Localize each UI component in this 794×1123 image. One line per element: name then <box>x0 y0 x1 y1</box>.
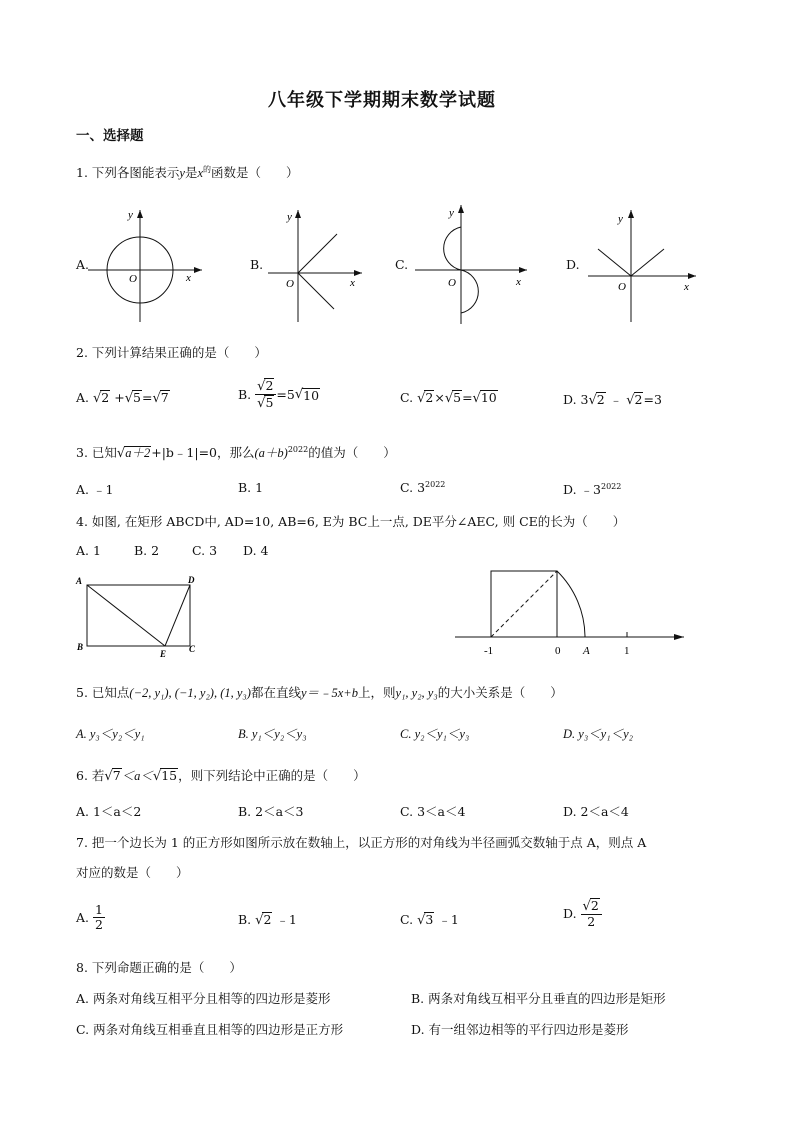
q3-c-exp: 2022 <box>425 480 446 489</box>
q8-option-a: A. 两条对角线互相平分且相等的四边形是菱形 <box>76 991 331 1006</box>
q7-nl-minus-one: -1 <box>484 645 494 657</box>
q1-mid: 是 <box>184 165 198 180</box>
q2-d-op: ﹣ <box>609 392 623 407</box>
q8-option-b: B. 两条对角线互相平分且垂直的四边形是矩形 <box>411 991 666 1006</box>
q2-d-rad1: 2 <box>596 392 605 407</box>
q2-b-rad: 10 <box>303 387 320 403</box>
q2-c-rad3: 10 <box>480 390 497 405</box>
q3-tail: 的值为（ ） <box>308 445 396 460</box>
question-2-stem: 2. 下列计算结果正确的是（ ） <box>76 345 267 360</box>
q1c-x-label: x <box>516 276 521 288</box>
q1-option-c-label: C. <box>395 257 409 272</box>
q3-option-a: A. ﹣1 <box>76 482 114 497</box>
q5-option-c: C. y₂＜y₁＜y₃ <box>400 727 470 741</box>
q5-stem-text: 5. 已知点 <box>76 685 130 700</box>
q6-rad1: 7 <box>112 768 121 783</box>
q2-b-label: B. <box>238 387 252 402</box>
q1c-origin-label: O <box>448 277 456 289</box>
q4-label-c: C <box>189 644 196 654</box>
q5-points: (−2, y₁), (−1, y₂), (1, y₃) <box>129 686 251 700</box>
question-7-line2: 对应的数是（ ） <box>76 865 189 880</box>
q3-mid: +|b﹣1|=0，那么 <box>151 445 255 460</box>
question-7-line1: 7. 把一个边长为 1 的正方形如图所示放在数轴上，以正方形的对角线为半径画弧交数轴于点 A，则点 A <box>76 835 647 850</box>
q3-option-b: B. 1 <box>238 480 264 495</box>
q5-option-b: B. y₁＜y₂＜y₃ <box>238 727 307 741</box>
q7-b-tail: ﹣1 <box>276 912 297 927</box>
q2-option-c: C. √2×√5=√10 <box>400 390 497 406</box>
q7-c-label: C. <box>400 912 414 927</box>
q1b-origin-label: O <box>286 278 294 290</box>
q7-option-a <box>76 903 105 932</box>
q1-var-x: x <box>197 166 204 180</box>
question-8-stem: 8. 下列命题正确的是（ ） <box>76 960 242 975</box>
q7-c-tail: ﹣1 <box>438 912 459 927</box>
q1-option-a-label: A. <box>76 257 90 272</box>
q2-a-eq: = <box>141 390 153 405</box>
q4-label-a: A <box>76 576 83 586</box>
q4-label-e: E <box>160 649 167 659</box>
q1-option-b-label: B. <box>250 257 264 272</box>
q7-c-rad: 3 <box>425 912 434 927</box>
q3-exp: 2022 <box>287 444 309 454</box>
q3-d-exp: 2022 <box>600 481 622 491</box>
q2-option-d: D. 3√2 ﹣ √2=3 <box>563 392 662 408</box>
question-3-stem: 3. 已知√a＋2+|b﹣1|=0，那么$(a+b)^{2022}$的值为（ ） <box>76 444 396 461</box>
q2-a-rad2: 5 <box>133 390 141 405</box>
q2-d-label: D. 3 <box>563 392 589 407</box>
page-title: 八年级下学期期末数学试题 <box>268 90 496 111</box>
q2-option-a: A. √2 +√5=√7 <box>76 390 169 406</box>
q3-c-base: C. 3 <box>400 480 426 496</box>
question-6-stem: 6. 若√7＜a＜√15，则下列结论中正确的是（ ） <box>76 768 366 784</box>
q6-tail: ，则下列结论中正确的是（ ） <box>178 768 366 783</box>
q1a-y-label: y <box>128 209 133 221</box>
q1-option-d-label: D. <box>566 257 580 272</box>
q5-option-d: D. y₃＜y₁＜y₂ <box>563 727 633 741</box>
q5-tail2: 的大小关系是（ ） <box>437 685 563 700</box>
q5-tail: 上，则 <box>358 685 396 700</box>
q1d-x-label: x <box>684 281 689 293</box>
q1-tail: 函数是（ ） <box>211 165 299 180</box>
q1d-y-label: y <box>618 213 623 225</box>
q2-b-num: 2 <box>265 378 274 393</box>
q2-d-rad2: 2 <box>634 392 643 407</box>
q2-b-eq: =5 <box>276 387 295 402</box>
q4-option-b: B. 2 <box>134 543 160 558</box>
q4-option-a: A. 1 <box>76 543 101 558</box>
q7-nl-a: A <box>583 645 590 657</box>
q6-option-a: A. 1＜a＜2 <box>76 804 142 819</box>
q7-nl-zero: 0 <box>555 645 561 657</box>
q2-a-op: + <box>114 390 125 405</box>
question-4-stem: 4. 如图, 在矩形 ABCD中, AD=10, AB=6, E为 BC上一点, DE平分∠AEC, 则 CE的长为（ ） <box>76 514 626 529</box>
q2-b-den: 5 <box>265 395 274 410</box>
q6-stem-text: 6. 若 <box>76 768 105 783</box>
q7-a-num: 1 <box>95 902 103 917</box>
q4-label-b: B <box>77 642 84 652</box>
q7-d-den: 2 <box>587 914 596 929</box>
q6-option-b: B. 2＜a＜3 <box>238 804 304 819</box>
question-5-stem <box>76 683 563 701</box>
q3-d-base: D. ﹣3 <box>563 482 601 497</box>
q7-d-num: 2 <box>590 898 599 913</box>
q6-mid: ＜a＜ <box>121 769 153 783</box>
section-heading: 一、选择题 <box>76 128 144 144</box>
q1a-x-label: x <box>186 272 191 284</box>
q3-stem-text: 3. 已知 <box>76 445 117 460</box>
q7-a-label: A. <box>76 910 90 925</box>
q7-a-den: 2 <box>95 917 103 932</box>
q1-var-y: y <box>179 166 185 180</box>
q8-option-c: C. 两条对角线互相垂直且相等的四边形是正方形 <box>76 1022 344 1037</box>
q7-nl-one: 1 <box>624 645 630 657</box>
q2-d-eq: =3 <box>643 392 662 407</box>
q6-option-c: C. 3＜a＜4 <box>400 804 466 819</box>
q7-d-label: D. <box>563 906 577 921</box>
q1c-y-label: y <box>449 207 454 219</box>
q8-option-d: D. 有一组邻边相等的平行四边形是菱形 <box>411 1022 629 1037</box>
q2-c-rad1: 2 <box>425 390 434 405</box>
q7-option-d: D. $\frac{√2}{2}$ <box>563 898 602 929</box>
q2-c-label: C. <box>400 390 414 405</box>
q1b-x-label: x <box>350 277 355 289</box>
q3-expr: (a＋b) <box>254 446 288 460</box>
q6-rad2: 15 <box>161 768 178 783</box>
q7-b-rad: 2 <box>263 912 272 927</box>
q7-option-c: C. √3 ﹣1 <box>400 912 459 928</box>
q4-option-d: D. 4 <box>243 543 269 558</box>
q5-vars: y₁, y₂, y₃ <box>395 686 438 700</box>
q1a-origin-label: O <box>129 273 137 285</box>
q2-c-op: × <box>434 390 445 405</box>
q1d-origin-label: O <box>618 281 626 293</box>
q1-stem-text: 1. 下列各图能表示 <box>76 165 180 180</box>
q1b-y-label: y <box>287 211 292 223</box>
q7-option-b: B. √2 ﹣1 <box>238 912 297 928</box>
q1-sup: 的 <box>203 164 212 174</box>
q2-b-fraction: $\frac{√2}{√5}$ <box>255 378 276 411</box>
q3-radicand: a＋2 <box>125 446 151 460</box>
q2-a-label: A. <box>76 390 90 405</box>
q2-c-eq: = <box>462 390 473 405</box>
q4-label-d: D <box>188 575 195 585</box>
q2-a-rad3: 7 <box>160 390 169 405</box>
q7-b-label: B. <box>238 912 252 927</box>
q2-c-rad2: 5 <box>453 390 462 405</box>
q2-option-b: B. $\frac{√2}{√5}$ =5√10 <box>238 378 320 411</box>
q2-a-rad1: 2 <box>101 390 110 405</box>
q5-mid: 都在直线 <box>250 685 301 700</box>
q5-line: y＝﹣5x+b <box>300 686 358 700</box>
q5-option-a: A. y₃＜y₂＜y₁ <box>76 727 145 741</box>
q6-option-d: D. 2＜a＜4 <box>563 804 629 819</box>
q4-option-c: C. 3 <box>192 543 218 558</box>
